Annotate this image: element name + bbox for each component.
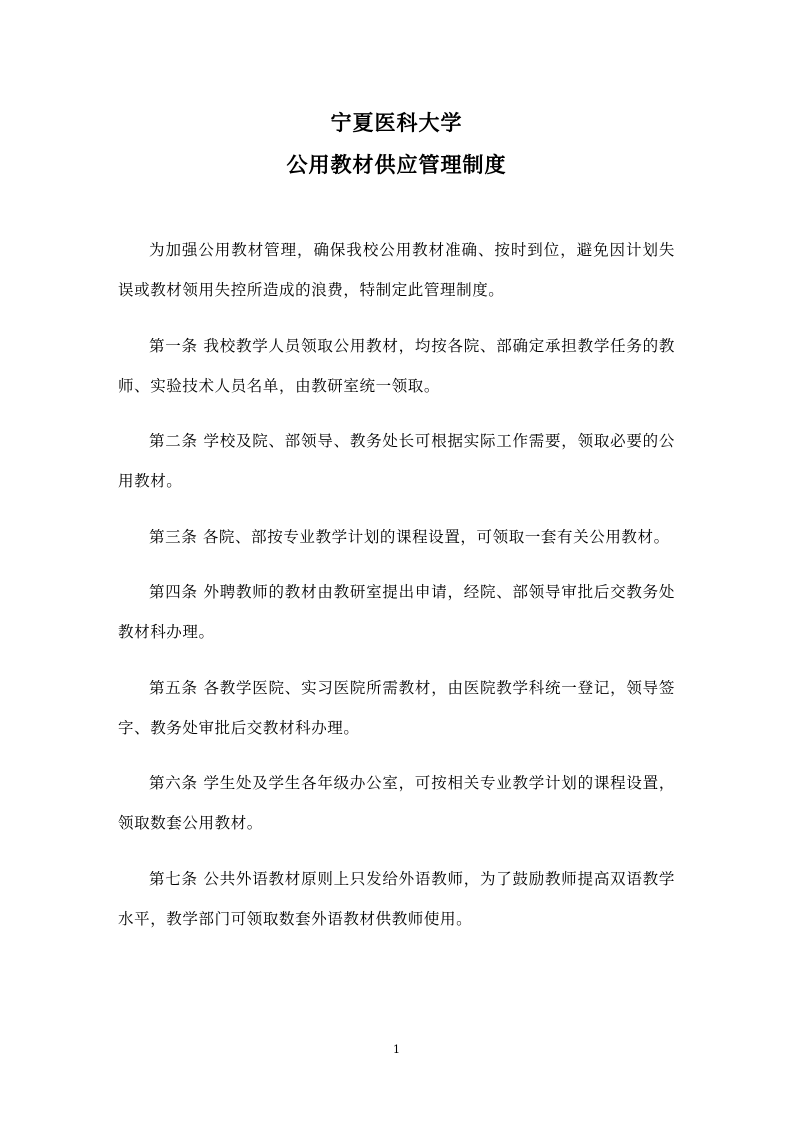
page-number: 1 [393, 1043, 400, 1056]
page-title-line-1: 宁夏医科大学 [330, 111, 463, 135]
paragraph-article-6: 第六条 学生处及学生各年级办公室，可按相关专业教学计划的课程设置，领取数套公用教材。 [118, 774, 675, 832]
paragraph-article-2: 第二条 学校及院、部领导、教务处长可根据实际工作需要，领取必要的公用教材。 [118, 432, 675, 490]
paragraph-article-4: 第四条 外聘教师的教材由教研室提出申请，经院、部领导审批后交教务处教材科办理。 [118, 583, 675, 641]
paragraph-intro: 为加强公用教材管理，确保我校公用教材准确、按时到位，避免因计划失误或教材领用失控所造成的浪费，特制定此管理制度。 [118, 241, 675, 299]
paragraph-article-5: 第五条 各教学医院、实习医院所需教材，由医院教学科统一登记，领导签字、教务处审批后交教材科办理。 [118, 678, 675, 737]
page-title-line-2: 公用教材供应管理制度 [286, 153, 507, 177]
paragraph-article-7: 第七条 公共外语教材原则上只发给外语教师，为了鼓励教师提高双语教学水平，教学部门可领取数套外语教材供教师使用。 [118, 869, 675, 928]
document-body [118, 230, 675, 939]
paragraph-article-3: 第三条 各院、部按专业教学计划的课程设置，可领取一套有关公用教材。 [149, 527, 670, 546]
paragraph-article-1: 第一条 我校教学人员领取公用教材，均按各院、部确定承担教学任务的教师、实验技术人员名单，由教研室统一领取。 [118, 336, 675, 395]
